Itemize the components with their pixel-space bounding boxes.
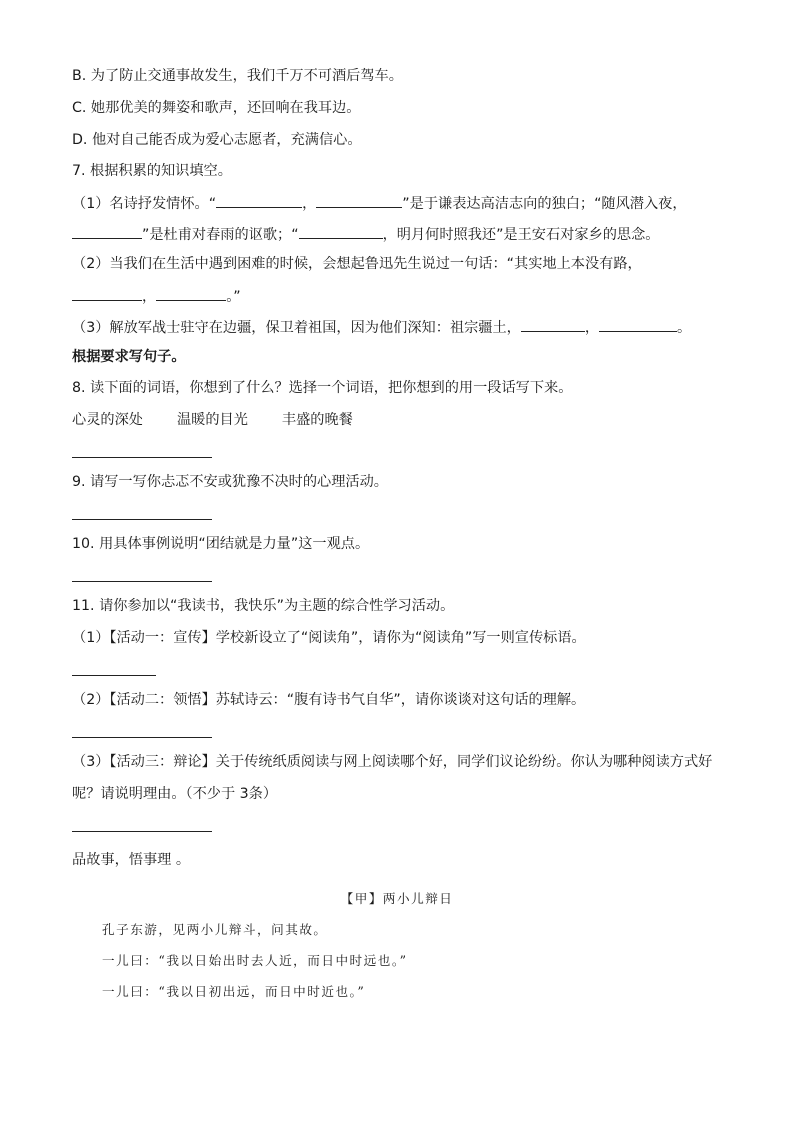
q7-2-text-b: ， [142,289,157,305]
question-7-1-line2 [72,223,734,245]
answer-blank[interactable] [521,316,585,332]
answer-blank[interactable] [299,223,383,239]
question-8-words [72,410,734,430]
answer-blank[interactable] [156,285,226,301]
question-11: 11. 请你参加以“我读书，我快乐”为主题的综合性学习活动。 [72,598,455,614]
question-10: 10. 用具体事例说明“团结就是力量”这一观点。 [72,536,370,552]
section-heading: 根据要求写句子。 [72,349,186,365]
question-11-3-line2: 呢？请说明理由。（不少于 3条） [72,786,278,802]
answer-line[interactable] [72,737,212,738]
question-7-2-line1: （2）当我们在生活中遇到困难的时候，会想起鲁迅先生说过一句话：“其实地上本没有路， [72,256,642,272]
question-9: 9. 请写一写你忐忑不安或犹豫不决时的心理活动。 [72,474,388,490]
question-7: 7. 根据积累的知识填空。 [72,163,232,179]
word-phrase: 丰盛的晚餐 [281,412,353,428]
question-7-1-line1 [72,192,734,214]
answer-blank[interactable] [72,223,142,239]
q7-3-text-a: （3）解放军战士驻守在边疆，保卫着祖国，因为他们深知：祖宗疆土， [72,320,521,336]
answer-blank[interactable] [599,316,677,332]
q7-1-text-a: （1）名诗抒发情怀。“ [72,196,217,212]
question-11-1: （1）【活动一：宣传】学校新设立了“阅读角”，请你为“阅读角”写一则宣传标语。 [72,630,586,646]
answer-blank[interactable] [72,285,142,301]
word-phrase: 心灵的深处 [72,412,143,428]
q7-3-text-c: 。 [677,320,692,336]
answer-line[interactable] [72,519,212,520]
question-7-3 [72,316,734,338]
option-b: B. 为了防止交通事故发生，我们千万不可酒后驾车。 [72,68,403,84]
answer-line[interactable] [72,831,212,832]
word-phrase: 温暖的目光 [176,412,248,428]
q7-3-text-b: ， [584,320,600,336]
answer-blank[interactable] [316,192,402,208]
passage-line: 一儿曰：“我以日始出时去人近，而日中时远也。” [102,953,408,968]
q7-1-text-d: ”是杜甫对春雨的讴歌；“ [142,227,299,243]
passage-line: 一儿曰：“我以日初出远，而日中时近也。” [102,984,366,999]
question-7-2-line2 [72,285,734,307]
answer-line[interactable] [72,675,156,676]
question-11-3-line1: （3）【活动三：辩论】关于传统纸质阅读与网上阅读哪个好，同学们议论纷纷。你认为哪种阅读方式好 [72,754,713,770]
q7-1-text-b: ， [302,196,317,212]
q7-1-text-c: ”是于谦表达高洁志向的独白；“随风潜入夜， [402,196,687,212]
option-d: D. 他对自己能否成为爱心志愿者，充满信心。 [72,132,362,148]
option-c: C. 她那优美的舞姿和歌声，还回响在我耳边。 [72,100,361,116]
question-11-2: （2）【活动二：领悟】苏轼诗云：“腹有诗书气自华”，请你谈谈对这句话的理解。 [72,692,586,708]
story-heading: 品故事，悟事理 。 [72,852,191,868]
passage-title: 【甲】两小儿辩日 [340,891,454,906]
answer-line[interactable] [72,457,212,458]
answer-blank[interactable] [216,192,302,208]
q7-2-text-c: 。” [226,289,241,305]
question-8: 8. 读下面的词语，你想到了什么？选择一个词语，把你想到的用一段话写下来。 [72,380,573,396]
passage-line: 孔子东游，见两小儿辩斗，问其故。 [102,922,328,937]
q7-1-text-e: ，明月何时照我还”是王安石对家乡的思念。 [382,227,660,243]
answer-line[interactable] [72,581,212,582]
